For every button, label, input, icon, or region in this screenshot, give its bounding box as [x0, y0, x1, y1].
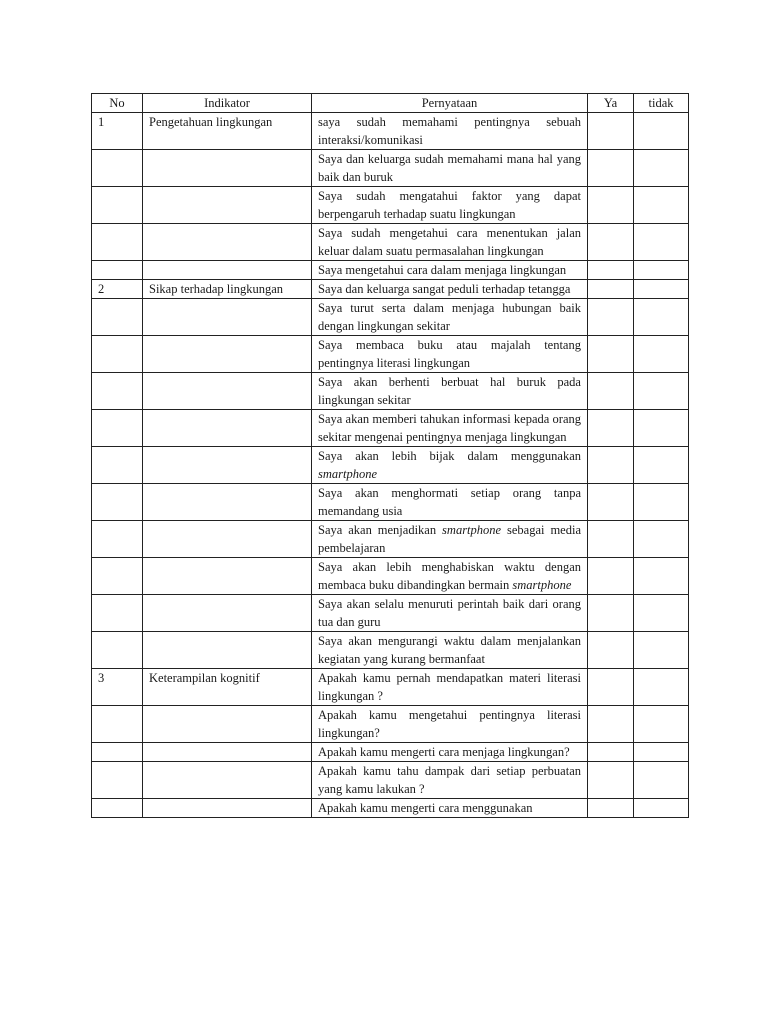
- answer-no-cell[interactable]: [634, 113, 689, 150]
- header-no: No: [92, 94, 143, 113]
- row-statement: [312, 762, 588, 799]
- statement-text: Saya akan mengurangi waktu dalam menjalankan kegiatan yang kurang bermanfaat: [318, 634, 581, 666]
- statement-text: smartphone: [442, 523, 502, 537]
- row-indicator: [143, 261, 312, 280]
- table-row: [92, 299, 689, 336]
- row-indicator: [143, 595, 312, 632]
- table-row: [92, 336, 689, 373]
- answer-yes-cell[interactable]: [588, 595, 634, 632]
- statement-text: Saya akan menjadikan: [318, 523, 443, 537]
- row-statement: [312, 447, 588, 484]
- statement-text: Saya akan menghormati setiap orang tanpa memandang usia: [318, 486, 581, 518]
- header-row: [92, 94, 689, 113]
- answer-yes-cell[interactable]: [588, 187, 634, 224]
- table-row: [92, 632, 689, 669]
- row-number: [92, 373, 143, 410]
- table-row: [92, 113, 689, 150]
- row-statement: [312, 261, 588, 280]
- answer-no-cell[interactable]: [634, 410, 689, 447]
- answer-no-cell[interactable]: [634, 521, 689, 558]
- answer-yes-cell[interactable]: [588, 336, 634, 373]
- statement-text: Saya akan lebih bijak dalam menggunakan: [318, 449, 581, 463]
- row-indicator: [143, 762, 312, 799]
- answer-yes-cell[interactable]: [588, 762, 634, 799]
- answer-no-cell[interactable]: [634, 706, 689, 743]
- row-statement: [312, 706, 588, 743]
- row-indicator: [143, 558, 312, 595]
- answer-yes-cell[interactable]: [588, 484, 634, 521]
- table-row: [92, 373, 689, 410]
- answer-no-cell[interactable]: [634, 224, 689, 261]
- header-yes: Ya: [588, 94, 634, 113]
- row-indicator: [143, 373, 312, 410]
- table-row: [92, 762, 689, 799]
- row-statement: [312, 299, 588, 336]
- answer-no-cell[interactable]: [634, 558, 689, 595]
- table-row: [92, 743, 689, 762]
- answer-no-cell[interactable]: [634, 187, 689, 224]
- answer-yes-cell[interactable]: [588, 558, 634, 595]
- row-indicator: [143, 521, 312, 558]
- row-statement: [312, 595, 588, 632]
- row-statement: [312, 410, 588, 447]
- row-number: 3: [92, 669, 143, 706]
- table-row: [92, 669, 689, 706]
- table-row: [92, 484, 689, 521]
- row-number: [92, 521, 143, 558]
- row-indicator: [143, 187, 312, 224]
- row-number: [92, 224, 143, 261]
- answer-no-cell[interactable]: [634, 669, 689, 706]
- row-number: [92, 743, 143, 762]
- row-number: [92, 187, 143, 224]
- row-statement: [312, 558, 588, 595]
- row-indicator: [143, 299, 312, 336]
- row-indicator: [143, 706, 312, 743]
- row-indicator: Pengetahuan lingkungan: [143, 113, 312, 150]
- answer-yes-cell[interactable]: [588, 113, 634, 150]
- statement-text: Apakah kamu tahu dampak dari setiap perbuatan yang kamu lakukan ?: [318, 764, 581, 796]
- answer-no-cell[interactable]: [634, 447, 689, 484]
- answer-no-cell[interactable]: [634, 799, 689, 818]
- header-statement: Pernyataan: [312, 94, 588, 113]
- statement-text: Apakah kamu pernah mendapatkan materi literasi lingkungan ?: [318, 671, 581, 703]
- header-indicator: Indikator: [143, 94, 312, 113]
- row-statement: [312, 669, 588, 706]
- row-number: [92, 595, 143, 632]
- statement-text: Apakah kamu mengetahui pentingnya literasi lingkungan?: [318, 708, 581, 740]
- answer-yes-cell[interactable]: [588, 150, 634, 187]
- header-no-answer: tidak: [634, 94, 689, 113]
- answer-no-cell[interactable]: [634, 762, 689, 799]
- answer-no-cell[interactable]: [634, 336, 689, 373]
- answer-no-cell[interactable]: [634, 373, 689, 410]
- row-indicator: [143, 410, 312, 447]
- row-indicator: [143, 447, 312, 484]
- answer-no-cell[interactable]: [634, 743, 689, 762]
- row-number: [92, 632, 143, 669]
- answer-yes-cell[interactable]: [588, 743, 634, 762]
- row-statement: [312, 373, 588, 410]
- answer-yes-cell[interactable]: [588, 632, 634, 669]
- row-number: [92, 261, 143, 280]
- row-indicator: [143, 150, 312, 187]
- row-statement: [312, 521, 588, 558]
- row-indicator: [143, 224, 312, 261]
- statement-text: Saya akan memberi tahukan informasi kepada orang sekitar mengenai pentingnya menjaga lingkungan: [318, 412, 581, 444]
- answer-yes-cell[interactable]: [588, 373, 634, 410]
- row-indicator: [143, 484, 312, 521]
- row-number: [92, 150, 143, 187]
- answer-yes-cell[interactable]: [588, 410, 634, 447]
- table-row: [92, 799, 689, 818]
- statement-text: smartphone: [318, 467, 378, 481]
- row-number: [92, 799, 143, 818]
- table-row: [92, 410, 689, 447]
- row-statement: [312, 743, 588, 762]
- statement-text: Saya akan lebih menghabiskan waktu dengan membaca buku dibandingkan bermain: [318, 560, 581, 592]
- questionnaire-table: [91, 93, 689, 818]
- row-statement: [312, 113, 588, 150]
- statement-text: saya sudah memahami pentingnya sebuah interaksi/komunikasi: [318, 115, 581, 147]
- answer-yes-cell[interactable]: [588, 224, 634, 261]
- row-indicator: Keterampilan kognitif: [143, 669, 312, 706]
- answer-yes-cell[interactable]: [588, 447, 634, 484]
- table-row: [92, 224, 689, 261]
- row-number: [92, 447, 143, 484]
- row-indicator: [143, 799, 312, 818]
- statement-text: Saya akan berhenti berbuat hal buruk pada lingkungan sekitar: [318, 375, 581, 407]
- table-row: [92, 558, 689, 595]
- row-number: [92, 299, 143, 336]
- statement-text: Saya sudah mengatahui faktor yang dapat berpengaruh terhadap suatu lingkungan: [318, 189, 581, 221]
- answer-no-cell[interactable]: [634, 595, 689, 632]
- row-number: [92, 484, 143, 521]
- row-statement: [312, 336, 588, 373]
- row-indicator: [143, 743, 312, 762]
- answer-no-cell[interactable]: [634, 261, 689, 280]
- statement-text: Saya akan selalu menuruti perintah baik dari orang tua dan guru: [318, 597, 581, 629]
- answer-no-cell[interactable]: [634, 150, 689, 187]
- statement-text: Saya sudah mengetahui cara menentukan jalan keluar dalam suatu permasalahan lingkungan: [318, 226, 581, 258]
- table-row: [92, 447, 689, 484]
- answer-yes-cell[interactable]: [588, 799, 634, 818]
- row-number: [92, 706, 143, 743]
- table-row: [92, 706, 689, 743]
- row-statement: [312, 150, 588, 187]
- answer-yes-cell[interactable]: [588, 706, 634, 743]
- row-number: 2: [92, 280, 143, 299]
- row-number: 1: [92, 113, 143, 150]
- answer-no-cell[interactable]: [634, 484, 689, 521]
- table-row: [92, 261, 689, 280]
- row-number: [92, 410, 143, 447]
- table-row: [92, 150, 689, 187]
- table-row: [92, 280, 689, 299]
- statement-text: sebagai media pembelajaran: [318, 523, 581, 555]
- row-statement: [312, 224, 588, 261]
- row-indicator: [143, 632, 312, 669]
- answer-yes-cell[interactable]: [588, 261, 634, 280]
- statement-text: Saya membaca buku atau majalah tentang pentingnya literasi lingkungan: [318, 338, 581, 370]
- row-number: [92, 558, 143, 595]
- answer-yes-cell[interactable]: [588, 280, 634, 299]
- row-statement: [312, 280, 588, 299]
- statement-text: smartphone: [512, 578, 572, 592]
- statement-text: Apakah kamu mengerti cara menggunakan: [318, 801, 533, 815]
- table-row: [92, 595, 689, 632]
- answer-no-cell[interactable]: [634, 632, 689, 669]
- answer-yes-cell[interactable]: [588, 669, 634, 706]
- row-number: [92, 336, 143, 373]
- statement-text: Saya dan keluarga sudah memahami mana hal yang baik dan buruk: [318, 152, 581, 184]
- row-statement: [312, 187, 588, 224]
- answer-no-cell[interactable]: [634, 280, 689, 299]
- row-indicator: [143, 336, 312, 373]
- row-number: [92, 762, 143, 799]
- statement-text: Apakah kamu mengerti cara menjaga lingkungan?: [318, 745, 570, 759]
- table-row: [92, 187, 689, 224]
- statement-text: Saya turut serta dalam menjaga hubungan baik dengan lingkungan sekitar: [318, 301, 581, 333]
- table-row: [92, 521, 689, 558]
- table-body: [92, 113, 689, 818]
- row-statement: [312, 799, 588, 818]
- statement-text: Saya mengetahui cara dalam menjaga lingkungan: [318, 263, 567, 277]
- statement-text: Saya dan keluarga sangat peduli terhadap tetangga: [318, 282, 571, 296]
- answer-no-cell[interactable]: [634, 299, 689, 336]
- answer-yes-cell[interactable]: [588, 521, 634, 558]
- answer-yes-cell[interactable]: [588, 299, 634, 336]
- row-indicator: Sikap terhadap lingkungan: [143, 280, 312, 299]
- row-statement: [312, 632, 588, 669]
- row-statement: [312, 484, 588, 521]
